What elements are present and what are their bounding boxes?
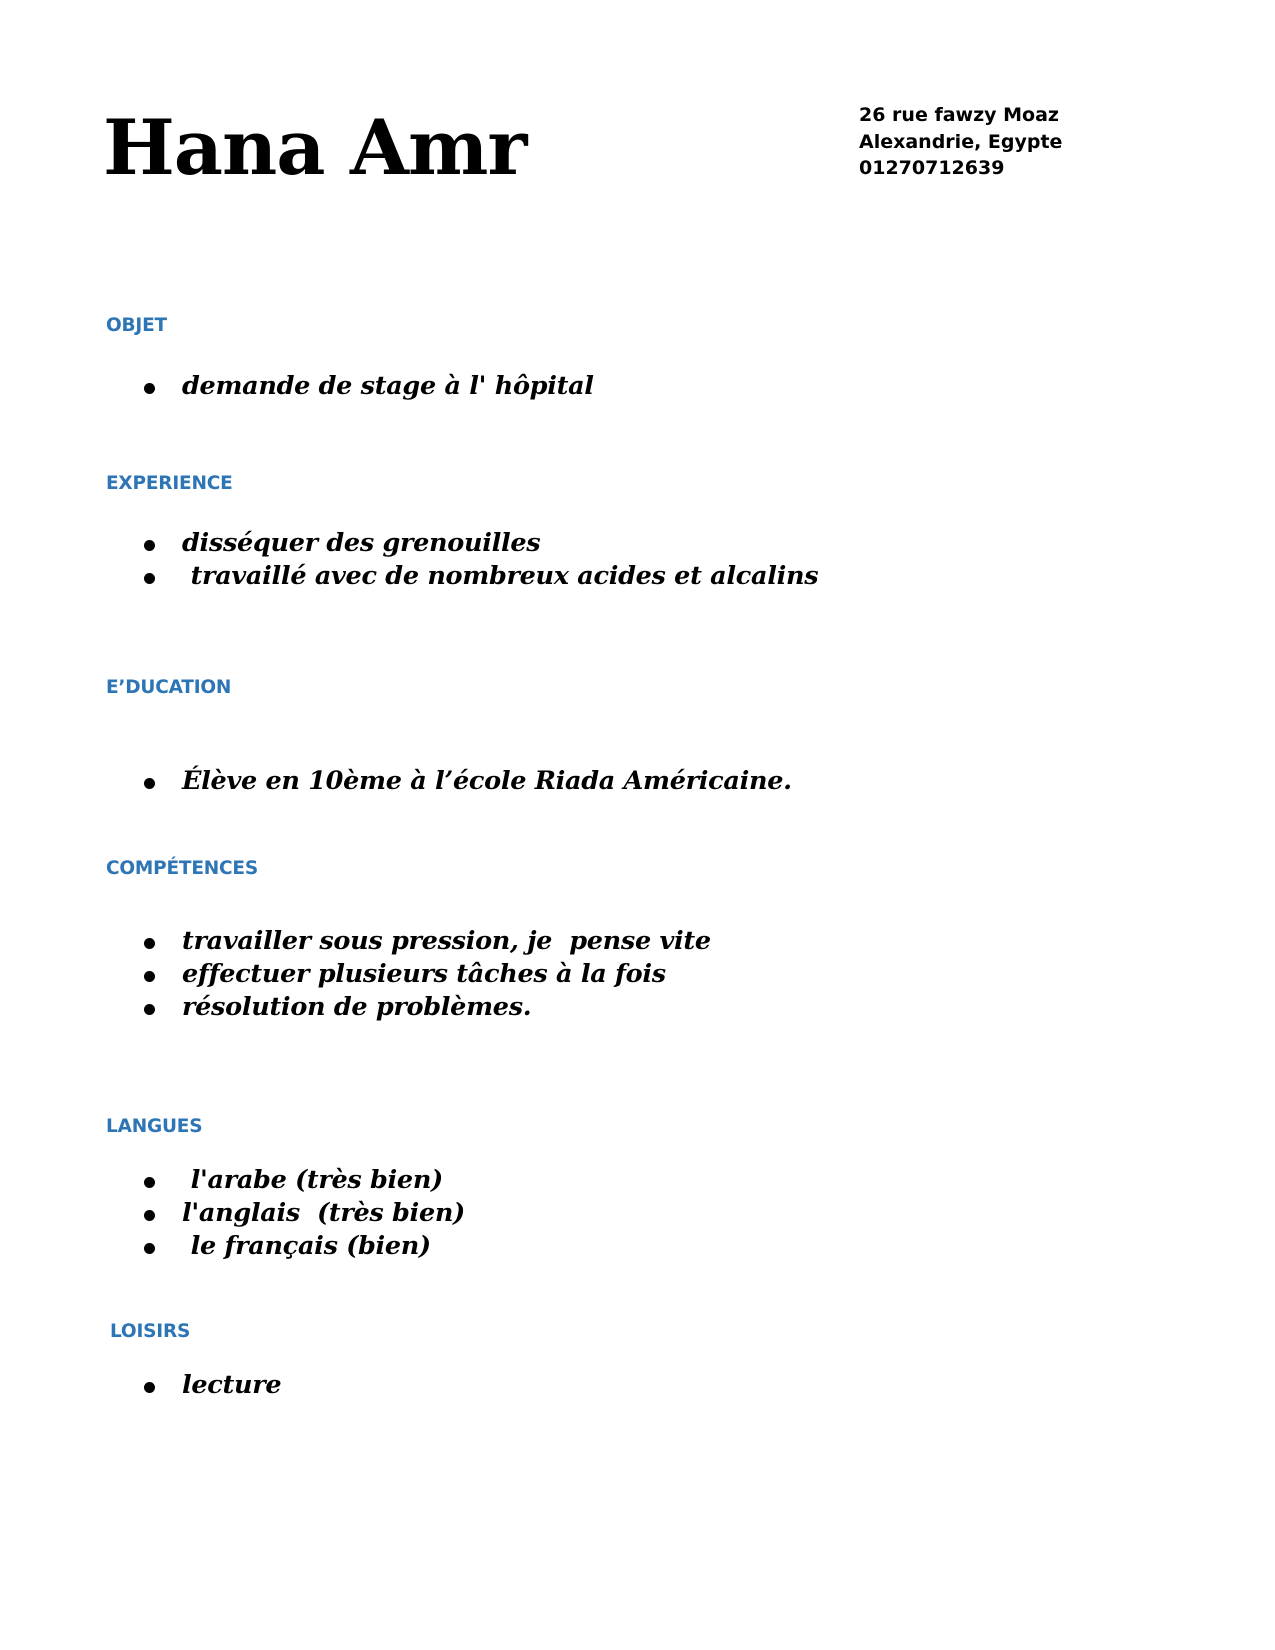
list-item-text: Élève en 10ème à l’école Riada Américaine. (182, 766, 792, 796)
list-item-text: le français (bien) (182, 1231, 431, 1261)
education-list (140, 765, 792, 798)
list-item (140, 1369, 281, 1402)
list-item-text: résolution de problèmes. (182, 992, 532, 1022)
section-heading-competences: COMPÉTENCES (106, 858, 258, 879)
list-item-text: l'anglais (très bien) (182, 1198, 465, 1228)
list-item (140, 370, 594, 403)
competences-list (140, 925, 711, 1024)
bullet-icon (144, 1382, 155, 1393)
list-item-text: disséquer des grenouilles (182, 528, 541, 558)
bullet-icon (144, 1210, 155, 1221)
address-line-2: Alexandrie, Egypte (859, 130, 1063, 153)
list-item-text: demande de stage à l' hôpital (182, 371, 594, 401)
candidate-name: Hana Amr (103, 103, 527, 192)
bullet-icon (144, 778, 155, 789)
list-item (140, 1197, 465, 1230)
contact-block (859, 102, 1062, 182)
list-item (140, 1164, 465, 1197)
bullet-icon (144, 573, 155, 584)
list-item (140, 765, 792, 798)
bullet-icon (144, 1004, 155, 1015)
loisirs-list (140, 1369, 281, 1402)
list-item-text: lecture (182, 1370, 282, 1400)
list-item (140, 560, 818, 593)
list-item-text: l'arabe (très bien) (182, 1165, 443, 1195)
list-item (140, 527, 818, 560)
section-heading-objet: OBJET (106, 315, 167, 336)
bullet-icon (144, 1243, 155, 1254)
bullet-icon (144, 1177, 155, 1188)
section-heading-education: E’DUCATION (106, 677, 232, 698)
section-heading-loisirs: LOISIRS (110, 1321, 191, 1342)
list-item (140, 925, 711, 958)
list-item (140, 1230, 465, 1263)
objet-list (140, 370, 594, 403)
experience-list (140, 527, 818, 593)
bullet-icon (144, 540, 155, 551)
bullet-icon (144, 383, 155, 394)
section-heading-experience: EXPERIENCE (106, 473, 233, 494)
list-item-text: travaillé avec de nombreux acides et alcalins (182, 561, 819, 591)
section-heading-langues: LANGUES (106, 1116, 203, 1137)
address-line-1: 26 rue fawzy Moaz (859, 104, 1059, 126)
phone-number: 01270712639 (859, 157, 1005, 179)
bullet-icon (144, 938, 155, 949)
list-item (140, 991, 711, 1024)
langues-list (140, 1164, 465, 1263)
list-item (140, 958, 711, 991)
list-item-text: effectuer plusieurs tâches à la fois (182, 959, 666, 989)
bullet-icon (144, 971, 155, 982)
list-item-text: travailler sous pression, je pense vite (182, 926, 711, 956)
